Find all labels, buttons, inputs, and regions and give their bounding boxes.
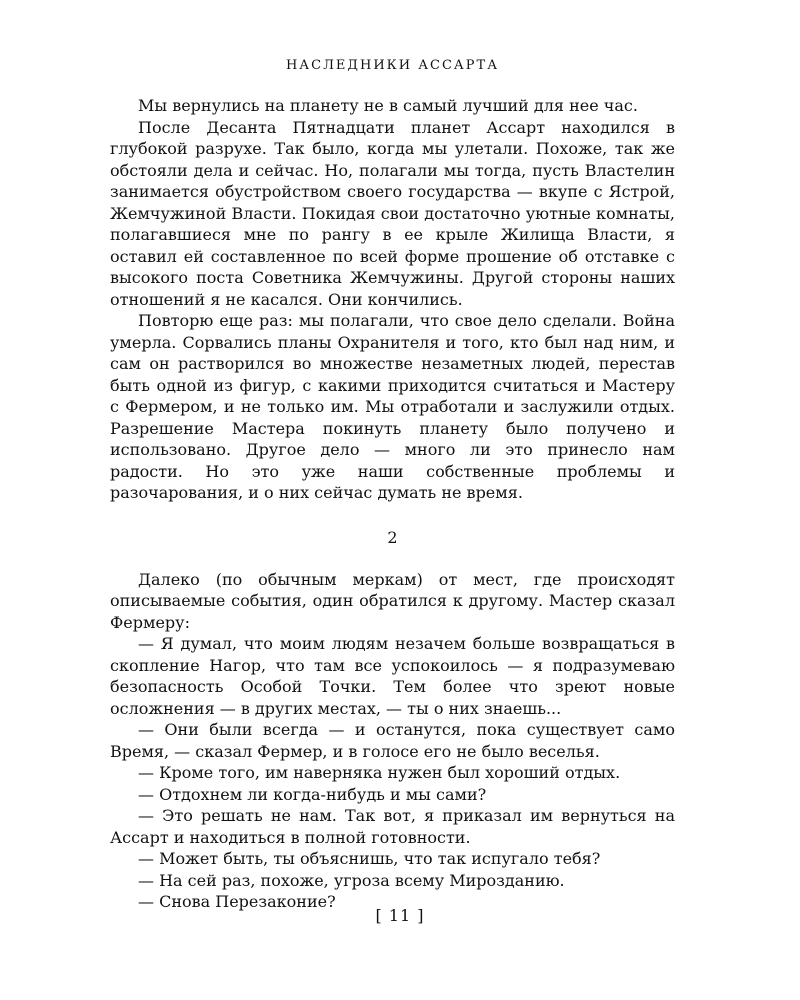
chapter-number: 2 bbox=[387, 527, 398, 547]
dialogue-line: — Это решать не нам. Так вот, я приказал им вернуться на Ассарт и находиться в полной готовности. bbox=[110, 806, 675, 847]
page-number: [ 11 ] bbox=[375, 906, 425, 925]
running-head: НАСЛЕДНИКИ АССАРТА bbox=[285, 58, 500, 73]
book-page bbox=[110, 58, 675, 913]
dialogue-line: — Снова Перезаконие? bbox=[138, 892, 336, 911]
paragraph: После Десанта Пятнадцати планет Ассарт находился в глубокой разрухе. Так было, когда мы улетали. Похоже, так же обстояли дела и сейчас. Но, полагали мы тогда, пусть Властелин занимается обустройством своего государства — вкупе с Ястрой, Жемчужиной Власти. Покидая свои достаточно уютные комнаты, полагавшиеся мне по рангу в ее крыле Жилища Власти, я оставил ей составленное по всей форме прошение об отставке с высокого поста Советника Жемчужины. Другой стороны наших отношений я не касался. Они кончились. bbox=[110, 117, 675, 309]
paragraph: Мы вернулись на планету не в самый лучший для нее час. bbox=[138, 96, 638, 115]
dialogue-line: — На сей раз, похоже, угроза всему Мирозданию. bbox=[138, 870, 565, 890]
dialogue-line: — Может быть, ты объяснишь, что так испугало тебя? bbox=[138, 849, 601, 868]
paragraph: Повторю еще раз: мы полагали, что свое дело сделали. Война умерла. Сорвались планы Охранителя и того, кто был над ним, и сам он растворился во множестве незаметных людей, перестав быть одной из фигур, с какими приходится считаться и Мастеру с Фермером, и не только им. Мы отработали и заслужили отдых. Разрешение Мастера покинуть планету было получено и использовано. Другое дело — много ли это принесло нам радости. Но это уже наши собственные проблемы и разочарования, и о них сейчас думать не время. bbox=[110, 311, 675, 502]
dialogue-line: — Я думал, что моим людям незачем больше возвращаться в скопление Нагор, что там все успокоилось — я подразумеваю безопасность Особой Точки. Тем более что зреют новые осложнения — в других местах, — ты о них знаешь... bbox=[110, 634, 675, 718]
dialogue-line: — Они были всегда — и останутся, пока существует само Время, — сказал Фермер, и в голосе его не было веселья. bbox=[110, 720, 675, 761]
section-1 bbox=[110, 95, 675, 504]
section-2 bbox=[110, 569, 675, 913]
dialogue-line: — Отдохнем ли когда-нибудь и мы сами? bbox=[138, 784, 487, 804]
dialogue-line: — Кроме того, им наверняка нужен был хороший отдых. bbox=[138, 763, 621, 782]
paragraph: Далеко (по обычным меркам) от мест, где происходят описываемые события, один обратился к другому. Мастер сказал Фермеру: bbox=[110, 569, 675, 632]
